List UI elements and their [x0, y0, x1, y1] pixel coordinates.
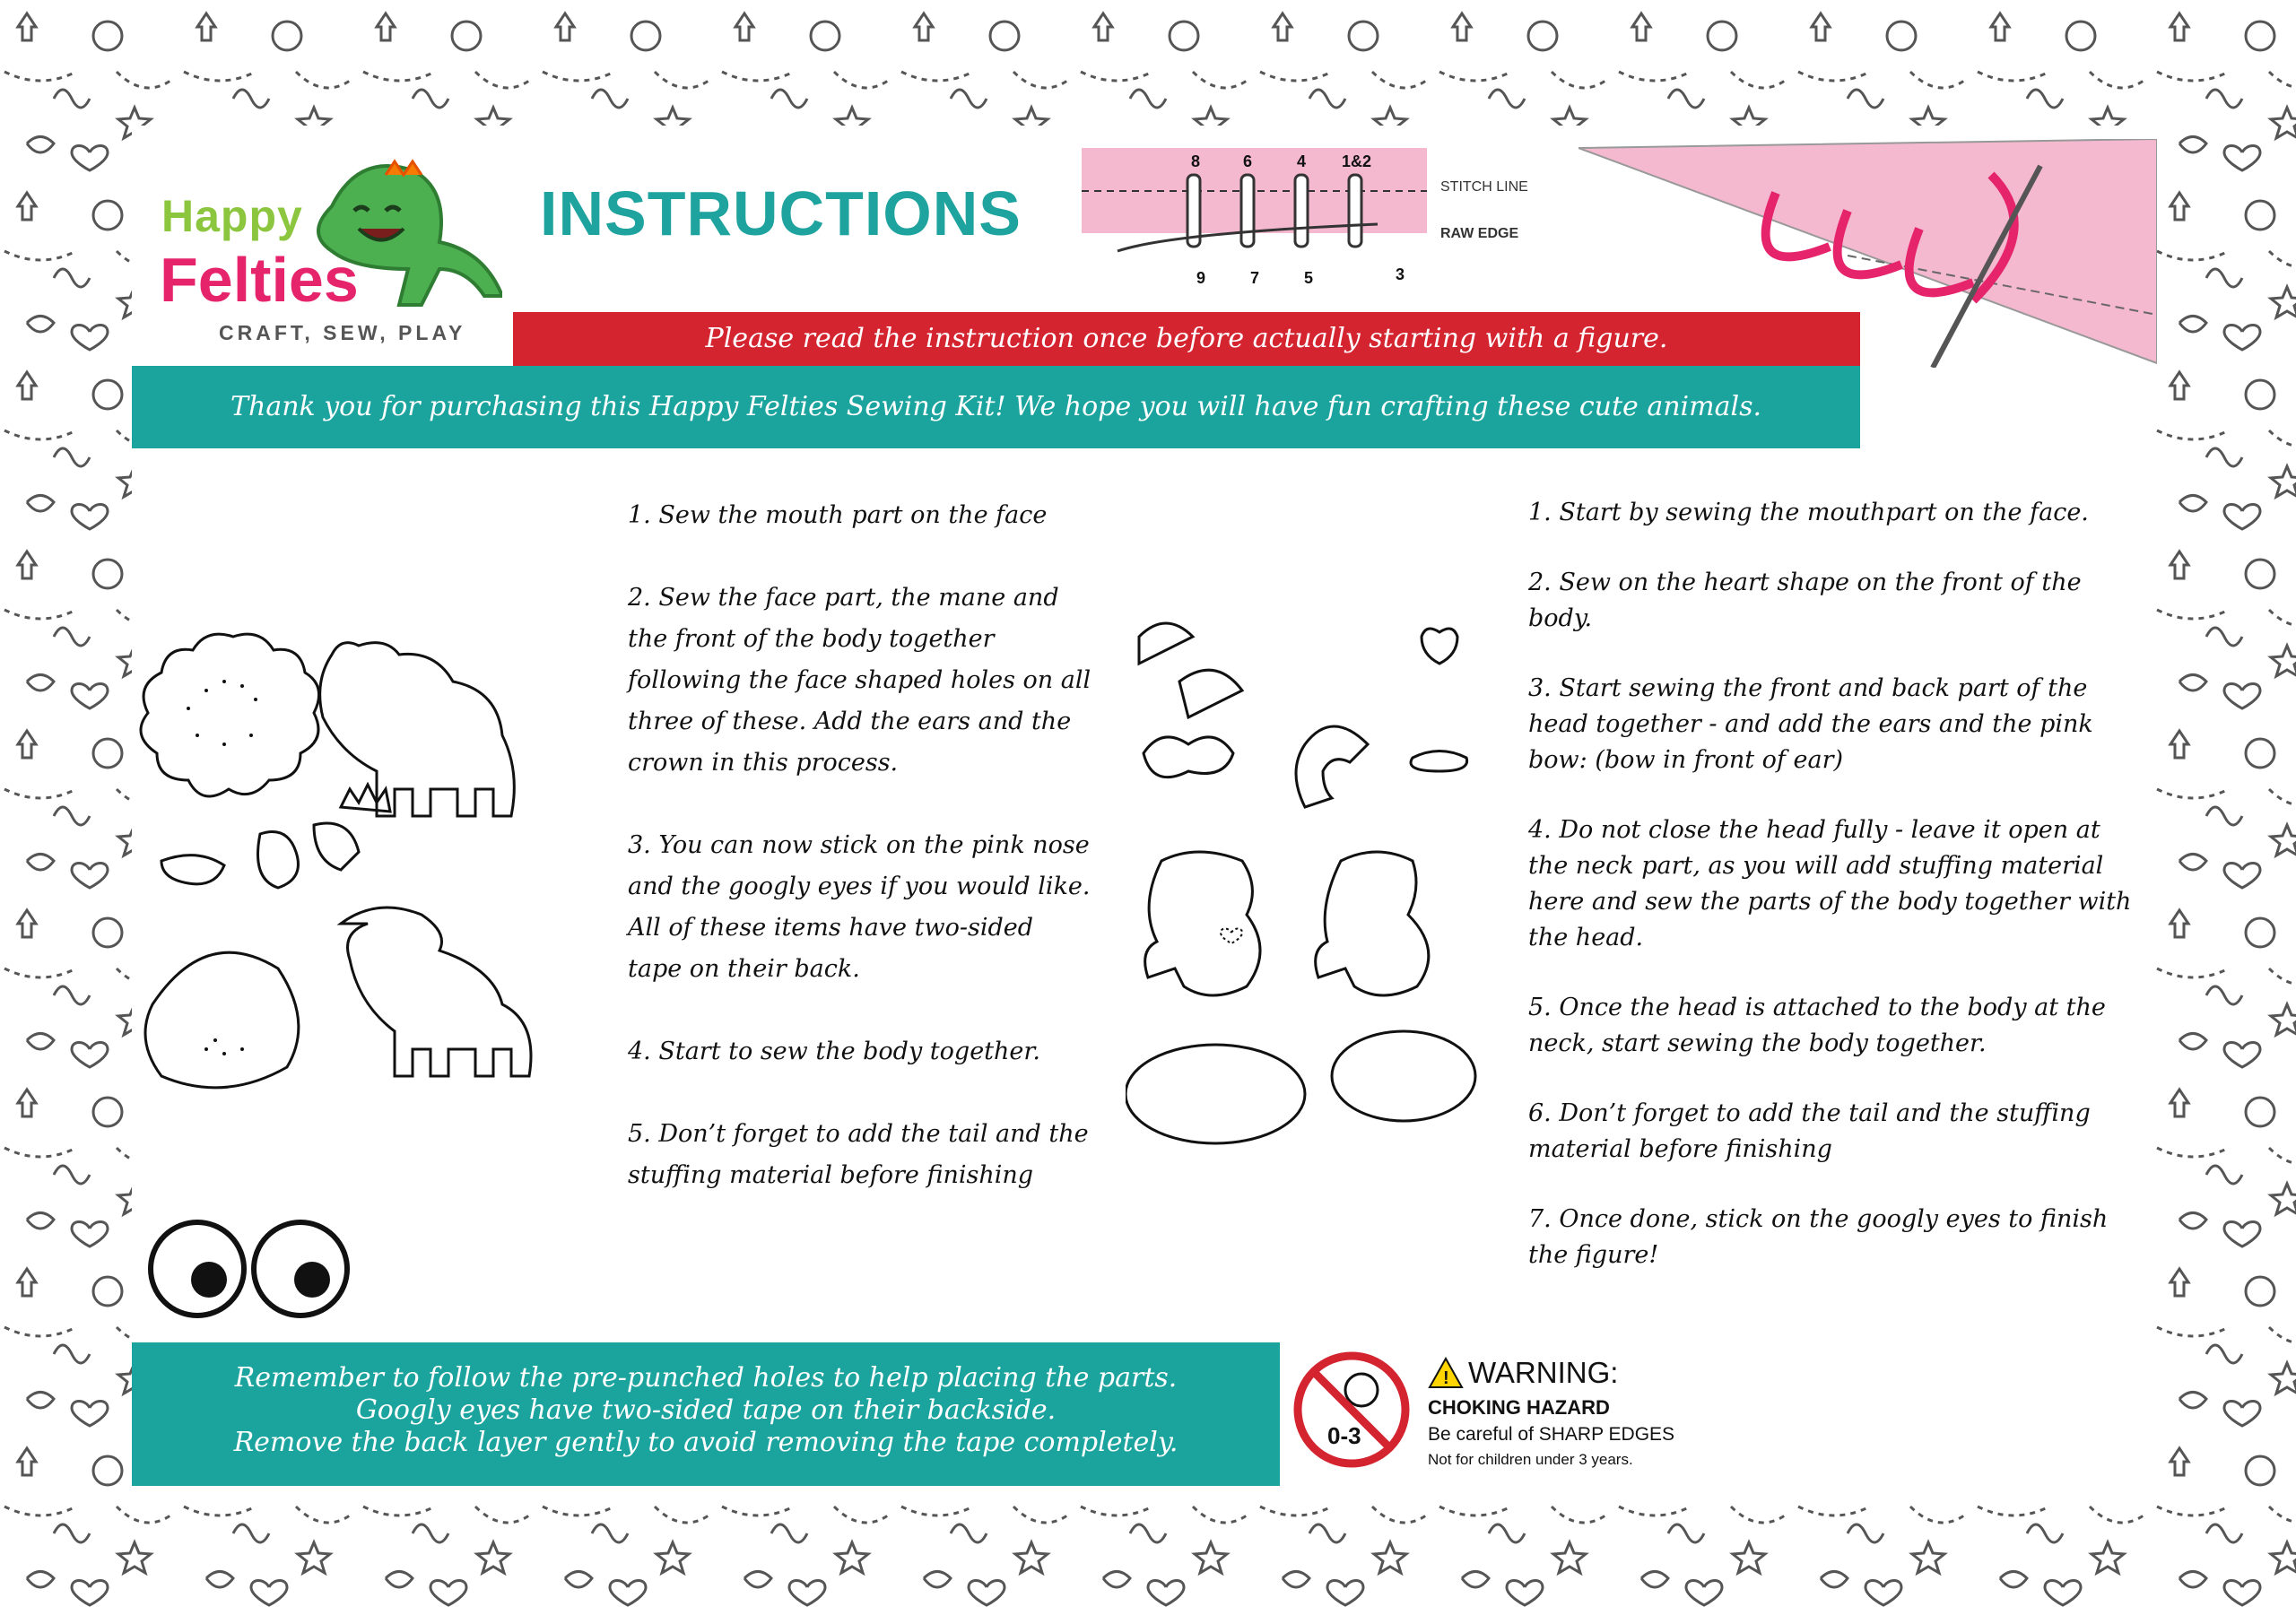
stitch-number: 7 [1250, 269, 1260, 287]
right-step: 1. Start by sewing the mouthpart on the face. [1528, 499, 2089, 526]
thank-you-banner: Thank you for purchasing this Happy Felties Sewing Kit! We hope you will have fun crafting these cute animals. [132, 366, 1860, 448]
page-title: INSTRUCTIONS [540, 178, 1022, 248]
left-step: 4. Start to sew the body together. [628, 1038, 1040, 1065]
warning-sharp-edges: Be careful of SHARP EDGES [1428, 1424, 1675, 1445]
googly-eyes-icon [148, 1215, 354, 1323]
right-step: 4. Do not close the head fully - leave it open at the neck part, as you will add stuffing material here and sew the parts of the body together with the head. [1528, 816, 2132, 951]
stitch-number: 4 [1297, 152, 1307, 170]
stitch-line-label: STITCH LINE [1440, 179, 1528, 195]
left-step: 3. You can now stick on the pink nose and the googly eyes if you would like. All of these items have two-sided tape on their back. [628, 831, 1091, 983]
warning-choking: CHOKING HAZARD [1428, 1396, 1610, 1419]
logo-felties-text: Felties [160, 245, 359, 315]
warning-age-note: Not for children under 3 years. [1428, 1451, 1633, 1468]
left-step: 5. Don’t forget to add the tail and the stuffing material before finishing [628, 1120, 1089, 1189]
raw-edge-label: RAW EDGE [1440, 226, 1519, 241]
stitch-number: 9 [1196, 269, 1206, 287]
no-children-under-3-icon [1292, 1350, 1413, 1471]
bottom-note-line: Remove the back layer gently to avoid removing the tape completely. [233, 1427, 1178, 1458]
right-step: 5. Once the head is attached to the body at the neck, start sewing the body together. [1528, 994, 2106, 1057]
right-instructions [1528, 495, 2147, 1307]
svg-text:!: ! [1443, 1368, 1449, 1388]
logo-happy-text: Happy [161, 191, 303, 241]
stitch-number: 3 [1396, 265, 1405, 283]
right-step: 2. Sew on the heart shape on the front of the body. [1528, 569, 2082, 632]
bottom-note-line: Googly eyes have two-sided tape on their backside. [355, 1394, 1057, 1426]
age-label: 0-3 [1327, 1422, 1361, 1449]
bottom-note-line: Remember to follow the pre-punched holes to help placing the parts. [234, 1362, 1178, 1394]
stitch-number: 8 [1191, 152, 1201, 170]
bottom-note-banner [132, 1342, 1280, 1486]
stitch-number: 5 [1304, 269, 1314, 287]
tagline: CRAFT, SEW, PLAY [219, 321, 466, 344]
warning-triangle-icon [1428, 1357, 1464, 1389]
left-step: 1. Sew the mouth part on the face [628, 501, 1048, 529]
lion-pattern-pieces [135, 619, 619, 1139]
right-step: 6. Don’t forget to add the tail and the stuffing material before finishing [1528, 1099, 2091, 1163]
right-step: 3. Start sewing the front and back part of the head together - and add the ears and the pink bow: (bow in front of ear) [1528, 674, 2093, 774]
stitch-number: 1&2 [1342, 152, 1372, 170]
bear-pattern-pieces [1126, 610, 1502, 1148]
left-instructions [628, 495, 1094, 1238]
stitch-number: 6 [1243, 152, 1253, 170]
warning-title: WARNING: [1468, 1356, 1619, 1389]
right-step: 7. Once done, stick on the googly eyes to finish the figure! [1528, 1205, 2109, 1269]
left-step: 2. Sew the face part, the mane and the front of the body together following the face shaped holes on all three of these. Add the ears and the crown in this process. [628, 584, 1091, 777]
read-first-banner: Please read the instruction once before actually starting with a figure. [513, 312, 1860, 366]
